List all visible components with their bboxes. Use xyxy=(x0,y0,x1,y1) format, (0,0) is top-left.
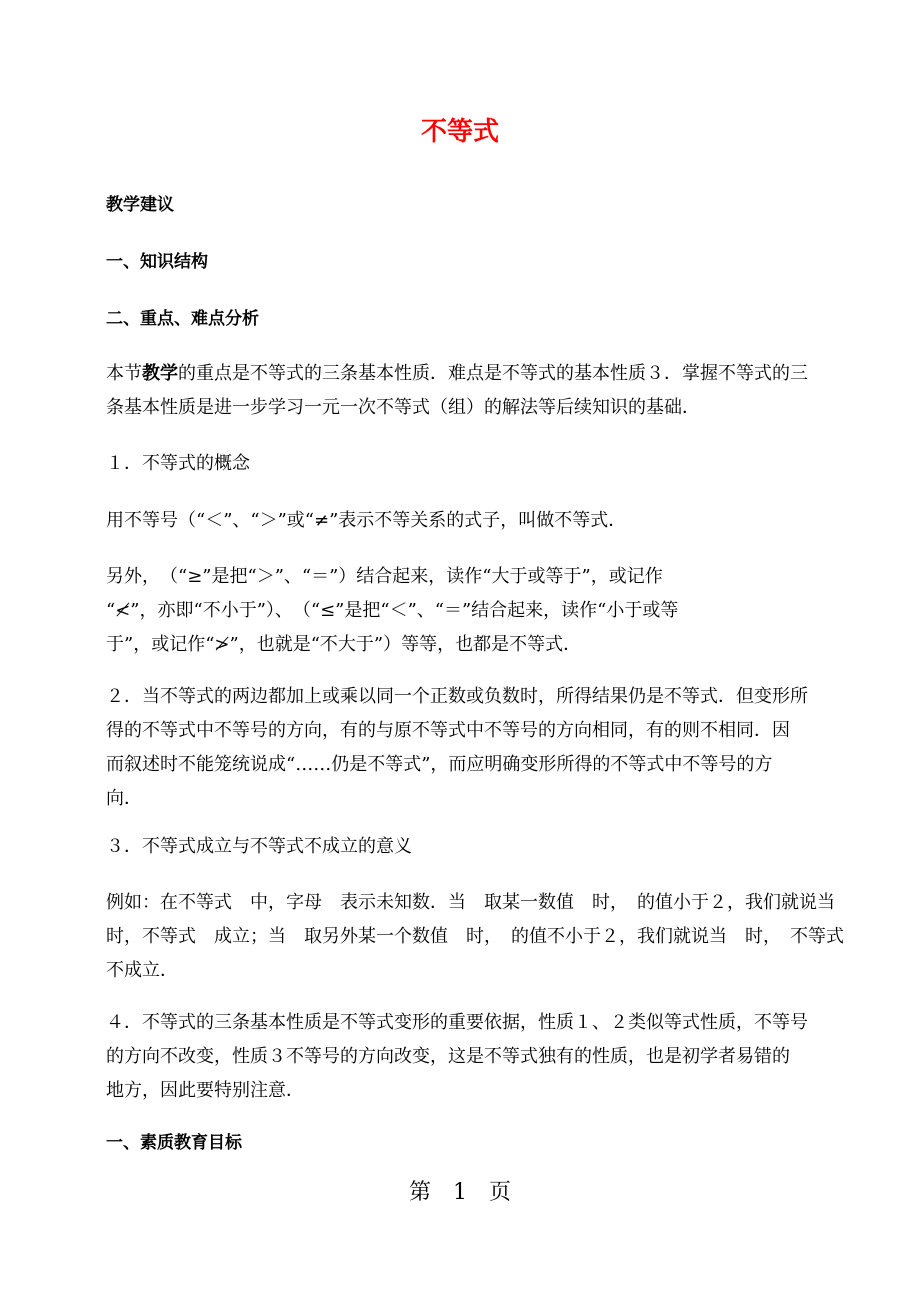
item2-paragraph xyxy=(106,680,826,816)
paragraph-line: 不成立． xyxy=(106,960,178,981)
paragraph-line: “≮”，亦即“不小于”）、 （“≤”是把“＜”、“＝”结合起来，读作“小于或等 xyxy=(106,600,679,621)
intro-line-1-post: 的重点是不等式的三条基本性质．难点是不等式的基本性质３．掌握不等式的三 xyxy=(178,363,808,384)
paragraph-line: 时，不等式 成立；当 取另外某一个数值 时， 的值不小于２，我们就说当 时， 不等式 xyxy=(106,926,844,947)
section-heading-quality-goals: 一、素质教育目标 xyxy=(106,1133,242,1153)
paragraph-line: 例如：在不等式 中，字母 表示未知数．当 取某一数值 时， 的值小于２，我们就说当 xyxy=(106,892,835,913)
paragraph-line: ４．不等式的三条基本性质是不等式变形的重要依据，性质１、２类似等式性质，不等号 xyxy=(106,1012,808,1033)
item3-example-paragraph xyxy=(106,886,844,988)
intro-line-2: 条基本性质是进一步学习一元一次不等式（组）的解法等后续知识的基础． xyxy=(106,397,700,418)
section-heading-key-points: 二、重点、难点分析 xyxy=(106,309,259,329)
page-number-footer: 第 1 页 xyxy=(409,1180,511,1205)
intro-paragraph xyxy=(106,357,826,425)
intro-line-1 xyxy=(106,357,826,391)
document-title: 不等式 xyxy=(420,117,499,147)
paragraph-line: 而叙述时不能笼统说成“……仍是不等式”，而应明确变形所得的不等式中不等号的方 xyxy=(106,754,773,775)
item4-paragraph xyxy=(106,1006,826,1108)
intro-line-1-pre: 本节 xyxy=(106,363,142,384)
item1-extra-paragraph xyxy=(106,560,826,662)
item1-definition: 用不等号（“＜”、“＞”或“≠”表示不等关系的式子，叫做不等式． xyxy=(106,510,627,531)
item3-title: ３．不等式成立与不等式不成立的意义 xyxy=(106,836,412,857)
paragraph-line: 另外， （“≥”是把“＞”、“＝”）结合起来，读作“大于或等于”，或记作 xyxy=(106,566,663,587)
intro-keyword: 教学 xyxy=(142,363,178,384)
section-heading-teaching-suggestions: 教学建议 xyxy=(106,195,174,215)
item1-title: １．不等式的概念 xyxy=(106,453,250,474)
paragraph-line: 得的不等式中不等号的方向，有的与原不等式中不等号的方向相同，有的则不相同．因 xyxy=(106,720,790,741)
paragraph-line: 于”，或记作“≯”，也就是“不大于”）等等，也都是不等式． xyxy=(106,634,582,655)
section-heading-knowledge-structure: 一、知识结构 xyxy=(106,252,208,272)
paragraph-line: 向． xyxy=(106,788,142,809)
paragraph-line: 的方向不改变，性质３不等号的方向改变，这是不等式独有的性质，也是初学者易错的 xyxy=(106,1046,790,1067)
paragraph-line: 地方，因此要特别注意． xyxy=(106,1080,304,1101)
paragraph-line: ２．当不等式的两边都加上或乘以同一个正数或负数时，所得结果仍是不等式．但变形所 xyxy=(106,686,808,707)
